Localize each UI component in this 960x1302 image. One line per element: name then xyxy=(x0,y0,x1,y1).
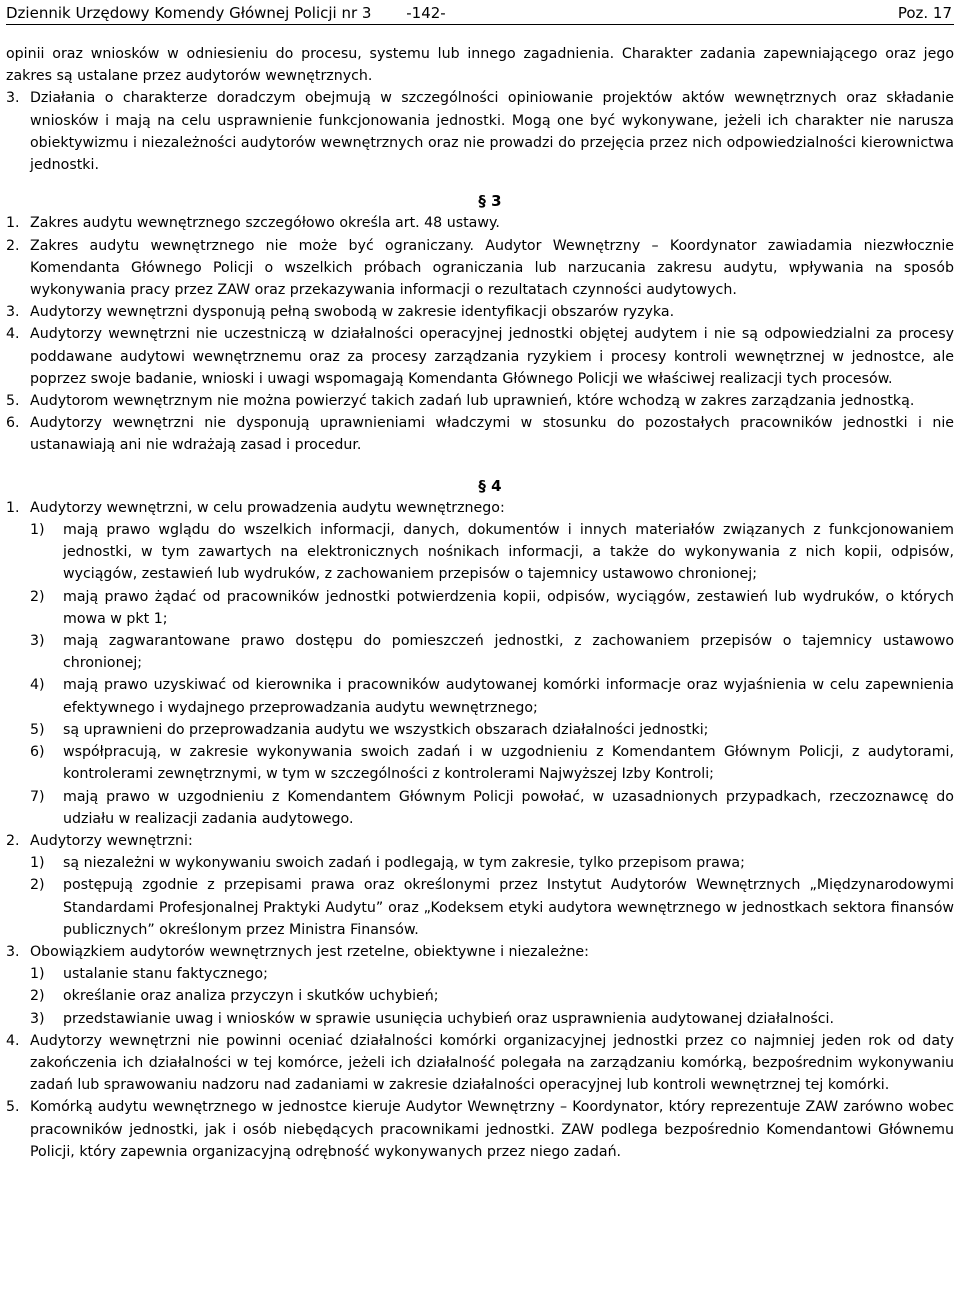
sub-item-text: współpracują, w zakresie wykonywania swoich zadań i w uzgodnieniu z Komendantem Głównym Policji, z audytorami, kontrolerami zewnętrznymi, w tym w szczególności z kontrolerami Najwyższej Izby Kontroli; xyxy=(63,744,954,783)
sub-item xyxy=(6,786,954,830)
sub-item xyxy=(6,586,954,630)
sub-item-text: przedstawianie uwag i wniosków w sprawie usunięcia uchybień oraz usprawnienia audytowanej działalności. xyxy=(63,1010,834,1027)
journal-title: Dziennik Urzędowy Komendy Głównej Policji nr 3 xyxy=(6,4,372,22)
sub-item-text: mają zagwarantowane prawo dostępu do pomieszczeń jednostki, z zachowaniem przepisów o tajemnicy ustawowo chronionej; xyxy=(63,633,954,672)
sub-item xyxy=(6,874,954,941)
item-text: Zakres audytu wewnętrznego szczegółowo określa art. 48 ustawy. xyxy=(30,215,500,232)
section-heading-4: § 4 xyxy=(478,476,502,495)
item-number: 5. xyxy=(6,1099,20,1116)
sub-item-text: postępują zgodnie z przepisami prawa oraz określonymi przez Instytut Audytorów Wewnętrznych „Międzynarodowymi Standardami Profesjonalnej Praktyki Audytu” oraz „Kodeksem etyki audytora wewnętrznego w jednostkach sektora finansów publicznych” określonym przez Ministra Finansów. xyxy=(63,877,954,938)
sub-item-number: 6) xyxy=(30,744,45,761)
paragraph-item xyxy=(6,212,954,234)
paragraph-item xyxy=(6,301,954,323)
sub-item-number: 3) xyxy=(30,633,45,650)
item-number: 3. xyxy=(6,304,20,321)
item-number: 3. xyxy=(6,90,20,107)
intro-paragraph: opinii oraz wniosków w odniesieniu do procesu, systemu lub innego zagadnienia. Charakter zadania zapewniającego oraz jego zakres są ustalane przez audytorów wewnętrznych. xyxy=(6,46,954,85)
item-number: 5. xyxy=(6,393,20,410)
paragraph-item xyxy=(6,830,954,852)
sub-item-text: są niezależni w wykonywaniu swoich zadań i podlegają, w tym zakresie, tylko przepisom prawa; xyxy=(63,855,745,872)
item-text: Działania o charakterze doradczym obejmują w szczególności opiniowanie projektów aktów wewnętrznych oraz składanie wniosków i mają na celu usprawnienie funkcjonowania jednostki. Mogą one być wykonywane, jeżeli ich charakter nie narusza obiektywizmu i niezależności audytorów wewnętrznych oraz nie prowadzi do przejęcia przez nich odpowiedzialności kierownictwa jednostki. xyxy=(30,90,954,174)
item-text: Audytorzy wewnętrzni, w celu prowadzenia audytu wewnętrznego: xyxy=(30,499,505,516)
page-header xyxy=(6,0,954,25)
sub-item-number: 4) xyxy=(30,677,45,694)
position-number: Poz. 17 xyxy=(897,4,952,22)
sub-item-text: ustalanie stanu faktycznego; xyxy=(63,966,268,983)
item-text: Audytorzy wewnętrzni nie uczestniczą w działalności operacyjnej jednostki objętej audytem i nie są odpowiedzialni za procesy poddawane audytowi wewnętrznemu oraz za procesy zarządzania ryzykiem i procesy kontroli wewnętrznej w jednostce, ale poprzez swoje badanie, wnioski i uwagi wspomagają Komendanta Głównego Policji we właściwej realizacji tych procesów. xyxy=(30,326,954,387)
item-text: Audytorzy wewnętrzni dysponują pełną swobodą w zakresie identyfikacji obszarów ryzyka. xyxy=(30,304,675,321)
item-number: 6. xyxy=(6,415,20,432)
paragraph-item xyxy=(6,1030,954,1097)
sub-item xyxy=(6,741,954,785)
item-number: 1. xyxy=(6,215,20,232)
sub-item-number: 5) xyxy=(30,721,45,738)
item-number: 4. xyxy=(6,1032,20,1049)
item-number: 3. xyxy=(6,943,20,960)
sub-item-number: 3) xyxy=(30,1010,45,1027)
sub-item-number: 1) xyxy=(30,855,45,872)
sub-item xyxy=(6,985,954,1007)
sub-item xyxy=(6,963,954,985)
item-text: Komórką audytu wewnętrznego w jednostce kieruje Audytor Wewnętrzny – Koordynator, który reprezentuje ZAW zarówno wobec pracowników jednostki, jak i osób niebędących pracownikami jednostki. ZAW podlega bezpośrednio Komendantowi Głównemu Policji, który zapewnia organizacyjną odrębność wykonywanych przez niego zadań. xyxy=(30,1099,954,1160)
sub-item xyxy=(6,630,954,674)
sub-item-number: 2) xyxy=(30,988,45,1005)
sub-item xyxy=(6,1008,954,1030)
item-text: Audytorzy wewnętrzni nie powinni oceniać działalności komórki organizacyjnej jednostki przez co najmniej jeden rok od daty zakończenia ich działalności w tej komórce, jeżeli ich działalność polegała na zarządzaniu komórką, bezpośrednim wykonywaniu zadań lub sprawowaniu nadzoru nad zadaniami w zakresie działalności operacyjnej lub kontroli wewnętrznej tej komórki. xyxy=(30,1032,954,1094)
paragraph-item xyxy=(6,412,954,456)
paragraph-item xyxy=(6,235,954,302)
paragraph-item xyxy=(6,390,954,412)
sub-item-text: określanie oraz analiza przyczyn i skutków uchybień; xyxy=(63,988,439,1005)
sub-item xyxy=(6,852,954,874)
document-page xyxy=(6,0,954,1163)
paragraph-item xyxy=(6,1096,954,1163)
sub-item-number: 1) xyxy=(30,966,45,983)
paragraph-item xyxy=(6,497,954,519)
sub-item-text: mają prawo wglądu do wszelkich informacji, danych, dokumentów i innych materiałów związanych z funkcjonowaniem jednostki, w tym zawartych na elektronicznych nośnikach informacji, a także do wykonywania z nich kopii, odpisów, wyciągów, zestawień lub wydruków, z zachowaniem przepisów o tajemnicy ustawowo chronionej; xyxy=(63,522,954,583)
sub-item-number: 1) xyxy=(30,522,45,539)
item-text: Obowiązkiem audytorów wewnętrznych jest rzetelne, obiektywne i niezależne: xyxy=(30,943,589,960)
page-number: -142- xyxy=(406,4,446,22)
sub-item-text: są uprawnieni do przeprowadzania audytu we wszystkich obszarach działalności jednostki; xyxy=(63,721,709,738)
item-number: 4. xyxy=(6,326,20,343)
section-heading-3: § 3 xyxy=(478,192,502,211)
sub-item xyxy=(6,519,954,586)
sub-item xyxy=(6,674,954,718)
paragraph-item xyxy=(6,323,954,390)
sub-item xyxy=(6,719,954,741)
header-left xyxy=(6,2,446,24)
item-number: 2. xyxy=(6,832,20,849)
sub-item-text: mają prawo żądać od pracowników jednostki potwierdzenia kopii, odpisów, wyciągów, zestawień lub wydruków, o których mowa w pkt 1; xyxy=(63,588,954,627)
sub-item-number: 7) xyxy=(30,788,45,805)
sub-item-number: 2) xyxy=(30,588,45,605)
item-text: Audytorzy wewnętrzni: xyxy=(30,832,193,849)
sub-item-text: mają prawo uzyskiwać od kierownika i pracowników audytowanej komórki informacje oraz wyjaśnienia w celu zapewnienia efektywnego i wydajnego przeprowadzania audytu wewnętrznego; xyxy=(63,677,954,716)
item-number: 1. xyxy=(6,499,20,516)
sub-item-number: 2) xyxy=(30,877,45,894)
item-text: Audytorzy wewnętrzni nie dysponują uprawnieniami władczymi w stosunku do pozostałych pracowników jednostki i nie ustanawiają ani nie wdrażają zasad i procedur. xyxy=(30,415,954,454)
item-text: Zakres audytu wewnętrznego nie może być ograniczany. Audytor Wewnętrzny – Koordynator zawiadamia niezwłocznie Komendanta Głównego Policji o wszelkich próbach ograniczania lub narzucania zakresu audytu, wpływania na sposób wykonywania pracy przez ZAW oraz przekazywania informacji o rezultatach czynności audytowych. xyxy=(30,237,954,299)
item-text: Audytorom wewnętrznym nie można powierzyć takich zadań lub uprawnień, które wchodzą w zakres zarządzania jednostką. xyxy=(30,393,915,410)
item-number: 2. xyxy=(6,237,20,254)
paragraph-item xyxy=(6,87,954,176)
paragraph-item xyxy=(6,941,954,963)
sub-item-text: mają prawo w uzgodnieniu z Komendantem Głównym Policji powołać, w uzasadnionych przypadkach, rzeczoznawcę do udziału w realizacji zadania audytowego. xyxy=(63,788,954,827)
